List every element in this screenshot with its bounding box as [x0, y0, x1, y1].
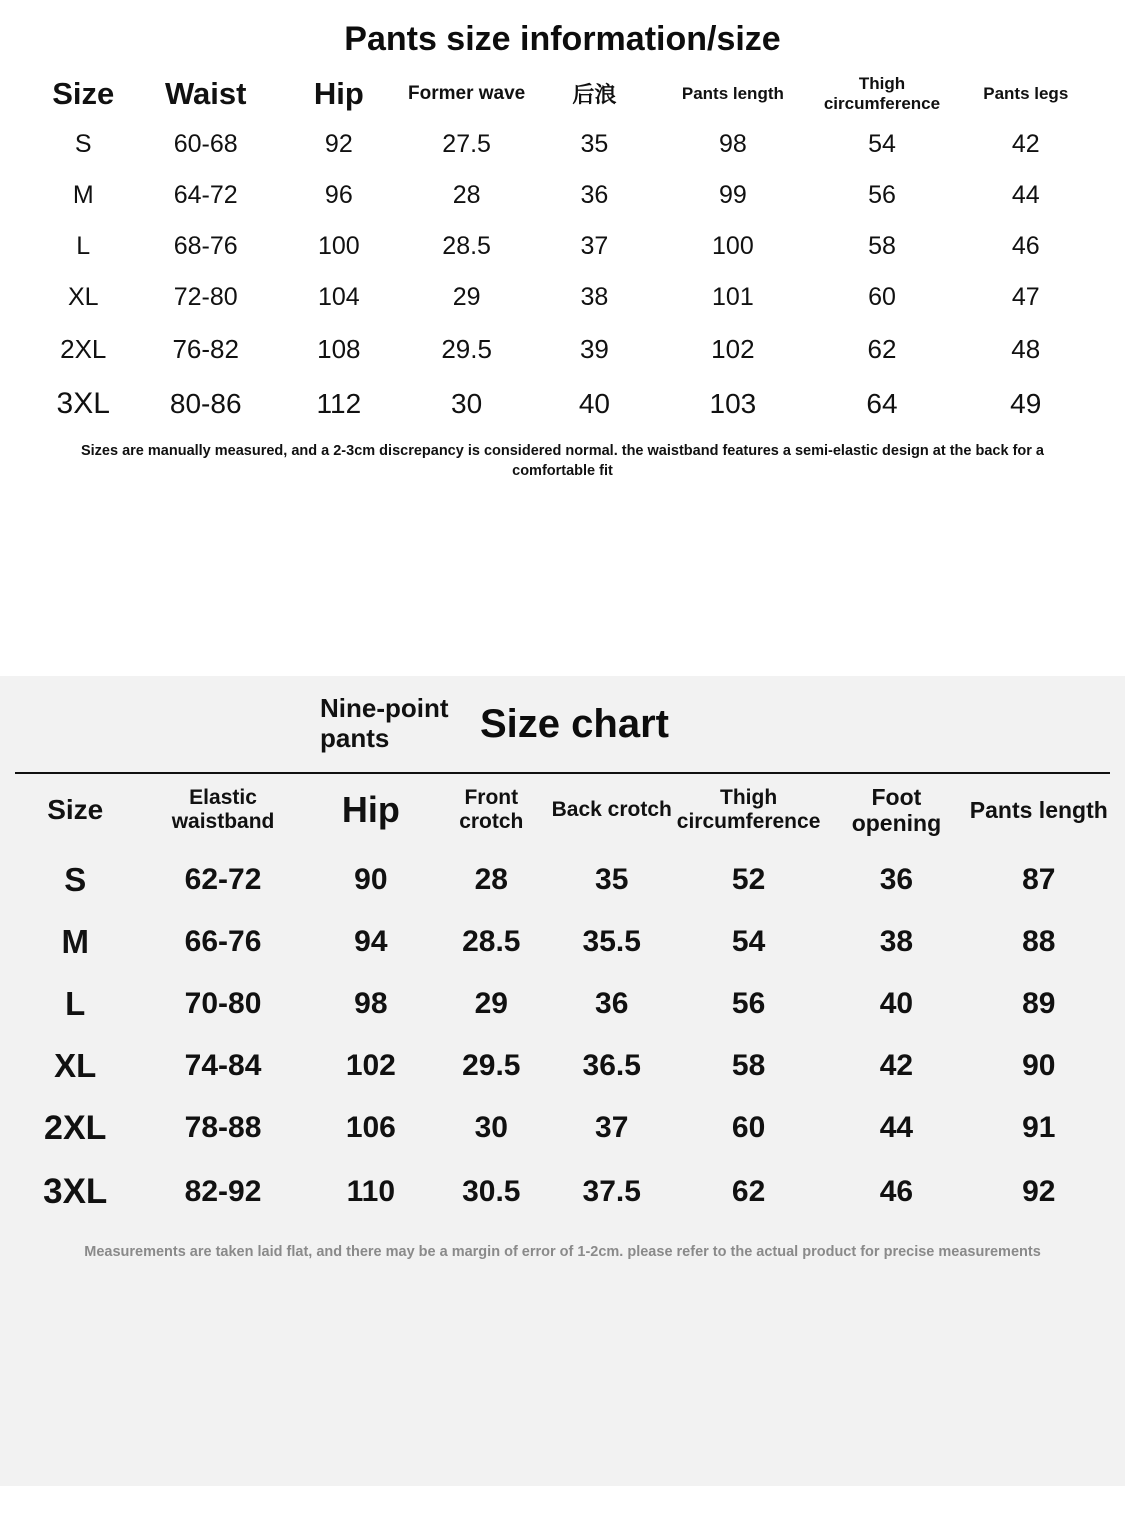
cell-back-crotch: 36 — [595, 986, 629, 1020]
cell-hip: 92 — [324, 130, 353, 159]
cell-front-crotch: 29.5 — [462, 1048, 521, 1082]
cell-back-wave: 40 — [578, 388, 610, 420]
column-header-back-crotch: Back crotch — [551, 798, 672, 822]
cell-size: M — [72, 181, 94, 210]
cell-thigh-circumference: 64 — [866, 388, 898, 420]
cell-size: L — [76, 232, 91, 261]
table-row — [30, 323, 1095, 376]
cell-size: S — [74, 130, 92, 159]
cell-pants-legs: 46 — [1011, 232, 1040, 261]
column-header-former-wave: Former wave — [408, 82, 526, 104]
cell-size: S — [64, 860, 87, 898]
cell-hip: 90 — [354, 862, 388, 896]
column-header-size: Size — [52, 75, 115, 111]
cell-back-crotch: 37.5 — [582, 1174, 641, 1208]
cell-pants-length: 91 — [1022, 1111, 1056, 1145]
column-header-elastic-waistband: Elastic waistband — [171, 786, 275, 834]
cell-back-crotch: 35.5 — [582, 924, 641, 958]
cell-thigh-circumference: 54 — [868, 130, 896, 159]
cell-thigh-circumference: 62 — [867, 334, 897, 365]
cell-pants-length: 92 — [1022, 1174, 1056, 1208]
cell-size: 2XL — [60, 334, 107, 365]
cell-foot-opening: 40 — [879, 986, 914, 1020]
column-header-foot-opening: Foot opening — [851, 784, 942, 837]
cell-pants-length: 100 — [712, 232, 754, 261]
cell-foot-opening: 44 — [879, 1111, 914, 1145]
cell-former-wave: 28.5 — [442, 232, 491, 261]
section-divider — [0, 640, 1125, 676]
cell-pants-length: 101 — [712, 283, 754, 312]
cell-pants-length: 102 — [711, 334, 755, 365]
bottom-section-header — [0, 676, 1125, 772]
top-section-title: Pants size information/size — [344, 20, 781, 58]
cell-size: L — [65, 984, 86, 1022]
column-header-pants-length: Pants length — [969, 797, 1108, 824]
column-header-thigh-circumference: Thigh circumference — [823, 74, 941, 113]
column-header-front-crotch: Front crotch — [459, 786, 524, 834]
cell-hip: 106 — [345, 1111, 396, 1145]
cell-thigh-circumference: 60 — [731, 1111, 766, 1145]
table-header-row — [30, 73, 1095, 119]
cell-back-wave: 35 — [580, 130, 609, 159]
cell-elastic-waistband: 78-88 — [184, 1111, 262, 1145]
cell-pants-legs: 42 — [1011, 130, 1040, 159]
cell-foot-opening: 42 — [879, 1048, 914, 1082]
column-header-thigh-circumference: Thigh circumference — [676, 786, 821, 834]
column-header-hip: Hip — [313, 75, 364, 111]
cell-thigh-circumference: 62 — [731, 1174, 766, 1208]
cell-back-crotch: 37 — [595, 1111, 629, 1145]
cell-thigh-circumference: 56 — [868, 181, 896, 210]
cell-former-wave: 28 — [452, 181, 481, 210]
cell-thigh-circumference: 56 — [731, 986, 766, 1020]
cell-elastic-waistband: 74-84 — [184, 1048, 262, 1082]
pants-size-table-bottom — [15, 774, 1110, 1224]
cell-size: M — [61, 922, 89, 960]
column-header-waist: Waist — [164, 75, 247, 111]
table-row — [30, 170, 1095, 221]
cell-back-wave: 38 — [580, 283, 609, 312]
table-row — [15, 973, 1110, 1035]
pants-size-section-top — [0, 20, 1125, 640]
cell-back-wave: 37 — [580, 232, 609, 261]
cell-thigh-circumference: 58 — [868, 232, 896, 261]
pants-size-table-top — [30, 73, 1095, 432]
cell-thigh-circumference: 60 — [868, 283, 896, 312]
cell-former-wave: 30 — [451, 388, 483, 420]
cell-hip: 96 — [324, 181, 353, 210]
cell-pants-legs: 49 — [1010, 388, 1042, 420]
column-header-back-wave: 后浪 — [572, 82, 617, 108]
cell-front-crotch: 28.5 — [462, 924, 521, 958]
table-row — [30, 221, 1095, 272]
table-row — [15, 1160, 1110, 1224]
column-header-size: Size — [47, 794, 104, 826]
cell-elastic-waistband: 70-80 — [184, 986, 262, 1020]
cell-back-wave: 36 — [580, 181, 609, 210]
cell-pants-length: 89 — [1022, 986, 1056, 1020]
cell-former-wave: 29 — [452, 283, 481, 312]
cell-back-crotch: 36.5 — [582, 1048, 641, 1082]
cell-size: 3XL — [43, 1171, 108, 1211]
column-header-hip: Hip — [341, 789, 400, 831]
cell-front-crotch: 30.5 — [462, 1174, 521, 1208]
cell-size: XL — [67, 283, 99, 312]
cell-hip: 110 — [346, 1174, 396, 1208]
bottom-section-subtitle: Nine-point pants — [320, 693, 449, 753]
cell-pants-length: 98 — [718, 130, 747, 159]
cell-hip: 112 — [316, 388, 362, 420]
table-row — [15, 911, 1110, 973]
table-row — [30, 376, 1095, 432]
cell-size: 3XL — [56, 387, 110, 421]
table-row — [30, 119, 1095, 170]
cell-front-crotch: 30 — [474, 1111, 508, 1145]
cell-pants-length: 88 — [1022, 924, 1056, 958]
table-row — [15, 1097, 1110, 1160]
column-header-pants-length: Pants length — [681, 83, 784, 103]
cell-elastic-waistband: 66-76 — [184, 924, 262, 958]
cell-back-crotch: 35 — [595, 862, 629, 896]
cell-front-crotch: 28 — [474, 862, 508, 896]
cell-pants-length: 99 — [718, 181, 747, 210]
cell-thigh-circumference: 58 — [731, 1048, 766, 1082]
table-header-row — [15, 774, 1110, 849]
bottom-section-title: Size chart — [480, 702, 669, 746]
cell-pants-length: 87 — [1022, 862, 1056, 896]
cell-pants-legs: 47 — [1011, 283, 1040, 312]
top-section-note: Sizes are manually measured, and a 2-3cm discrepancy is considered normal. the waistband features a semi-elastic design at the back for a comfortable fit — [80, 443, 1044, 479]
cell-former-wave: 29.5 — [441, 334, 492, 365]
cell-front-crotch: 29 — [474, 986, 508, 1020]
cell-hip: 104 — [317, 283, 360, 312]
cell-waist: 76-82 — [172, 334, 239, 365]
cell-pants-legs: 44 — [1011, 181, 1040, 210]
cell-size: 2XL — [44, 1108, 107, 1147]
cell-waist: 68-76 — [173, 232, 238, 261]
cell-hip: 98 — [354, 986, 388, 1020]
cell-hip: 94 — [354, 924, 388, 958]
cell-thigh-circumference: 52 — [731, 862, 766, 896]
cell-waist: 60-68 — [173, 130, 238, 159]
table-row — [15, 1035, 1110, 1097]
table-row — [15, 849, 1110, 911]
cell-waist: 80-86 — [169, 388, 242, 420]
cell-elastic-waistband: 62-72 — [184, 862, 262, 896]
cell-size: XL — [54, 1046, 97, 1084]
pants-size-section-bottom — [0, 676, 1125, 1486]
cell-back-wave: 39 — [579, 334, 609, 365]
cell-waist: 64-72 — [173, 181, 238, 210]
cell-hip: 100 — [317, 232, 360, 261]
cell-thigh-circumference: 54 — [731, 924, 766, 958]
cell-hip: 102 — [345, 1048, 396, 1082]
cell-former-wave: 27.5 — [442, 130, 491, 159]
cell-foot-opening: 36 — [879, 862, 914, 896]
table-row — [30, 272, 1095, 323]
column-header-pants-legs: Pants legs — [983, 83, 1069, 103]
cell-pants-legs: 48 — [1011, 334, 1041, 365]
cell-pants-length: 103 — [709, 388, 757, 420]
cell-waist: 72-80 — [173, 283, 238, 312]
cell-hip: 108 — [317, 334, 361, 365]
cell-foot-opening: 38 — [879, 924, 914, 958]
cell-elastic-waistband: 82-92 — [184, 1174, 262, 1208]
bottom-section-note: Measurements are taken laid flat, and there may be a margin of error of 1-2cm. please refer to the actual product for precise measurements — [84, 1243, 1041, 1260]
cell-pants-length: 90 — [1022, 1048, 1056, 1082]
cell-foot-opening: 46 — [879, 1174, 914, 1208]
